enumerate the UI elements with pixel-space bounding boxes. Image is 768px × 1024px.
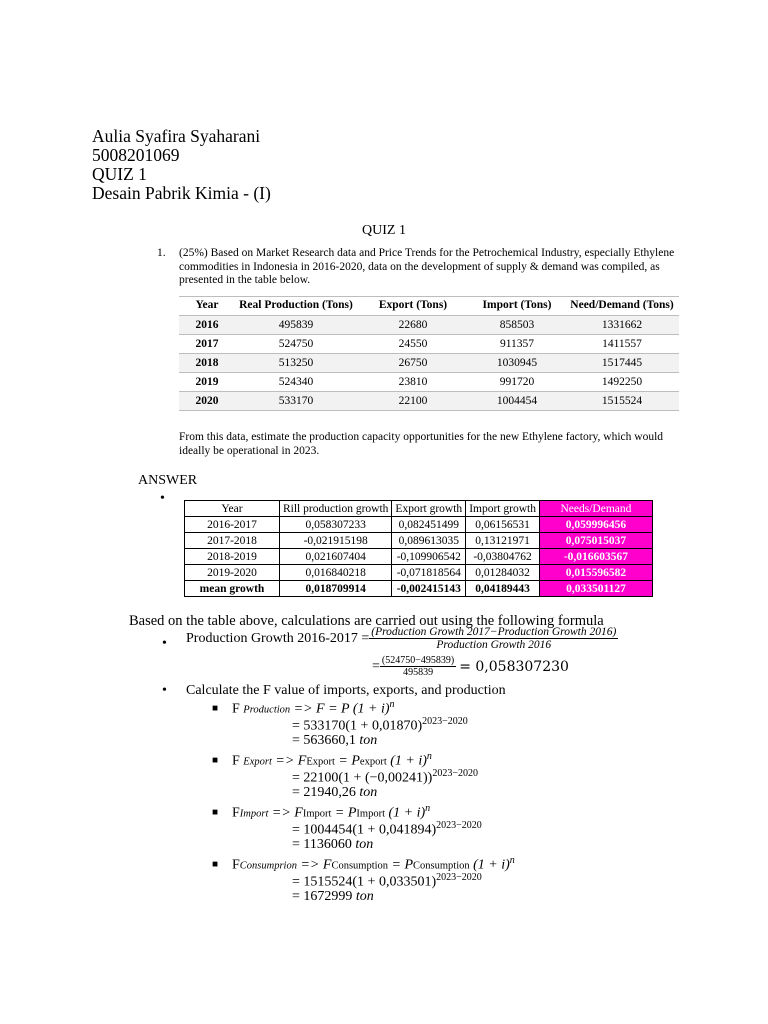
- cell-import: 1004454: [469, 392, 565, 411]
- result-value: = 0,058307230: [459, 658, 569, 675]
- growth-row: [185, 533, 653, 549]
- growth-cell-year: 2019-2020: [185, 565, 280, 581]
- growth-header-row: [185, 501, 653, 517]
- square-bullet-icon: ■: [212, 755, 219, 766]
- square-bullet-icon: ■: [212, 807, 219, 818]
- cell-year: 2016: [179, 316, 235, 335]
- fraction-denominator: Production Growth 2016: [436, 639, 552, 651]
- growth-cell-production: 0,021607404: [280, 549, 392, 565]
- table-row: [179, 392, 679, 411]
- supply-demand-table: [179, 296, 679, 411]
- cell-export: 22100: [357, 392, 469, 411]
- growth-cell-year: 2018-2019: [185, 549, 280, 565]
- growth-row: [185, 549, 653, 565]
- col-header-production: Real Production (Tons): [239, 299, 353, 311]
- growth-cell-demand: 0,059996456: [539, 517, 652, 533]
- calc-intro: Calculate the F value of imports, exports, and production: [186, 683, 506, 698]
- fraction-numerator: (Production Growth 2017−Production Growth 2016): [371, 626, 617, 638]
- growth-cell-production: 0,058307233: [280, 517, 392, 533]
- cell-demand: 1492250: [565, 373, 679, 392]
- cell-import: 911357: [469, 335, 565, 354]
- question-text: (25%) Based on Market Research data and Price Trends for the Petrochemical Industry, especially Ethylene commodities in Indonesia in 2016-2020, data on the development of supply & demand was compiled, as presented in the table below.: [179, 247, 675, 287]
- cell-export: 23810: [357, 373, 469, 392]
- quiz-title: QUIZ 1: [362, 223, 406, 238]
- cell-export: 26750: [357, 354, 469, 373]
- f-export-step: = $22100(1 + (-0,00241))^{2023-2020}$: [292, 768, 478, 786]
- growth-cell-year: 2017-2018: [185, 533, 280, 549]
- cell-demand: 1411557: [565, 335, 679, 354]
- growth-mean-label: mean growth: [185, 581, 280, 597]
- cell-import: 991720: [469, 373, 565, 392]
- f-consumption-step: = $1515524(1 + 0,033501)^{2023-2020}$: [292, 872, 482, 890]
- production-growth-label: Production Growth 2016-2017 =: [186, 630, 370, 646]
- growth-col-demand: Needs/Demand: [539, 501, 652, 517]
- question-number: 1.: [157, 247, 166, 259]
- cell-production: 513250: [235, 354, 357, 373]
- cell-year: 2017: [179, 335, 235, 354]
- growth-col-year: Year: [185, 501, 280, 517]
- growth-col-import: Import growth: [466, 501, 540, 517]
- cell-production: 524750: [235, 335, 357, 354]
- cell-production: 524340: [235, 373, 357, 392]
- production-growth-fraction: [369, 626, 618, 651]
- f-production-result: = 563660,1 ton: [292, 733, 378, 748]
- cell-export: 22680: [357, 316, 469, 335]
- table-header-row: [179, 297, 679, 316]
- growth-cell-import: -0,03804762: [466, 549, 540, 565]
- col-header-import: Import (Tons): [482, 299, 552, 311]
- bullet-icon: •: [162, 636, 167, 651]
- growth-row: [185, 565, 653, 581]
- growth-row: [185, 517, 653, 533]
- cell-import: 858503: [469, 316, 565, 335]
- growth-cell-export: 0,089613035: [392, 533, 466, 549]
- cell-year: 2019: [179, 373, 235, 392]
- growth-cell-export: 0,082451499: [392, 517, 466, 533]
- result-numerator: (524750−495839): [381, 655, 455, 666]
- table-row: [179, 354, 679, 373]
- table-row: [179, 316, 679, 335]
- growth-cell-demand: -0,016603567: [539, 549, 652, 565]
- growth-cell-demand: 0,075015037: [539, 533, 652, 549]
- production-growth-formula: [186, 626, 618, 651]
- growth-mean-import: 0,04189443: [466, 581, 540, 597]
- f-production-formula: F Production => F = P $(1 + i)^n$: [232, 699, 395, 717]
- cell-export: 24550: [357, 335, 469, 354]
- table-row: [179, 335, 679, 354]
- col-header-export: Export (Tons): [378, 299, 448, 311]
- cell-demand: 1515524: [565, 392, 679, 411]
- f-export-formula: F Export => FExport = Pexport $(1 + i)^n$: [232, 751, 432, 769]
- growth-cell-production: -0,021915198: [280, 533, 392, 549]
- bullet-icon: •: [162, 683, 167, 698]
- col-header-demand: Need/Demand (Tons): [570, 299, 674, 311]
- bullet-icon: •: [160, 491, 165, 506]
- growth-table: [184, 500, 653, 597]
- cell-year: 2018: [179, 354, 235, 373]
- cell-import: 1030945: [469, 354, 565, 373]
- f-production-step: = $533170(1 + 0,01870)^{2023-2020}$: [292, 716, 468, 734]
- author-name: Aulia Syafira Syaharani: [92, 126, 261, 146]
- square-bullet-icon: ■: [212, 859, 219, 870]
- table-row: [179, 373, 679, 392]
- answer-label: ANSWER: [138, 473, 198, 488]
- growth-mean-export: -0,002415143: [392, 581, 466, 597]
- result-fraction: [380, 655, 456, 678]
- f-export-result: = 21940,26 ton: [292, 785, 378, 800]
- growth-cell-import: 0,01284032: [466, 565, 540, 581]
- growth-cell-export: -0,071818564: [392, 565, 466, 581]
- growth-cell-demand: 0,015596582: [539, 565, 652, 581]
- quiz-label: QUIZ 1: [92, 164, 147, 184]
- growth-cell-production: 0,016840218: [280, 565, 392, 581]
- f-consumption-result: = 1672999 ton: [292, 889, 374, 904]
- f-import-step: = $1004454(1 + 0,041894)^{2023-2020}$: [292, 820, 482, 838]
- f-consumption-formula: FConsumprion => FConsumption = PConsumption $(1 + i)^n$: [232, 855, 515, 873]
- cell-demand: 1331662: [565, 316, 679, 335]
- formula-intro: Based on the table above, calculations are carried out using the following formula: [129, 613, 604, 629]
- f-import-formula: FImport => FImport = PImport $(1 + i)^n$: [232, 803, 431, 821]
- growth-mean-row: [185, 581, 653, 597]
- student-id: 5008201069: [92, 145, 180, 165]
- production-growth-result: = $\frac{(524750-495839)}{495839}$ = 0,058307230: [372, 655, 569, 678]
- cell-production: 495839: [235, 316, 357, 335]
- growth-mean-production: 0,018709914: [280, 581, 392, 597]
- growth-col-production: Rill production growth: [280, 501, 392, 517]
- growth-cell-import: 0,13121971: [466, 533, 540, 549]
- growth-cell-year: 2016-2017: [185, 517, 280, 533]
- square-bullet-icon: ■: [212, 703, 219, 714]
- result-denominator: 495839: [403, 667, 434, 678]
- cell-year: 2020: [179, 392, 235, 411]
- growth-col-export: Export growth: [392, 501, 466, 517]
- growth-mean-demand: 0,033501127: [539, 581, 652, 597]
- f-import-result: = 1136060 ton: [292, 837, 374, 852]
- growth-cell-export: -0,109906542: [392, 549, 466, 565]
- cell-demand: 1517445: [565, 354, 679, 373]
- cell-production: 533170: [235, 392, 357, 411]
- growth-cell-import: 0,06156531: [466, 517, 540, 533]
- course-name: Desain Pabrik Kimia - (I): [92, 183, 271, 203]
- col-header-year: Year: [195, 299, 219, 311]
- question-instruction: From this data, estimate the production capacity opportunities for the new Ethylene factory, which would ideally be operational in 2023.: [179, 431, 664, 457]
